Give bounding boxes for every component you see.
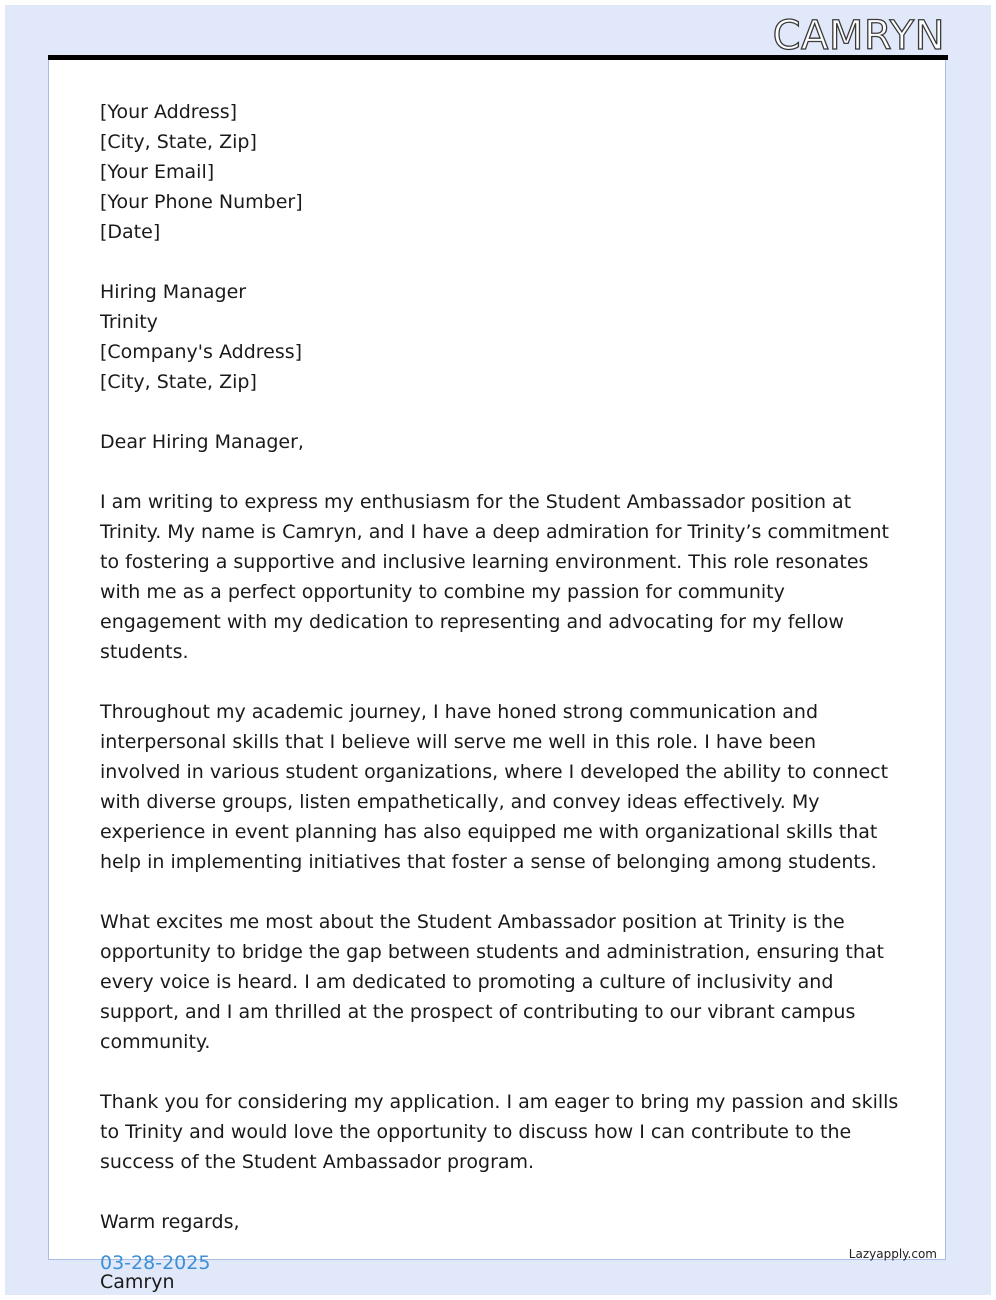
spacer	[100, 877, 900, 907]
spacer	[100, 1177, 900, 1207]
letter-body	[100, 97, 900, 1297]
body-paragraph-2: Throughout my academic journey, I have honed strong communication and interpersonal skills that I believe will serve me well in this role. I have been involved in various student organizations, where I developed the ability to connect with diverse groups, listen empathetically, and convey ideas effectively. My experience in event planning has also equipped me with organizational skills that help in implementing initiatives that foster a sense of belonging among students.	[100, 701, 889, 873]
closing: Warm regards,	[100, 1211, 240, 1233]
sender-phone: [Your Phone Number]	[100, 191, 303, 213]
body-paragraph-1: I am writing to express my enthusiasm for the Student Ambassador position at Trinity. My name is Camryn, and I have a deep admiration for Trinity’s commitment to fostering a supportive and inclusive learning environment. This role resonates with me as a perfect opportunity to combine my passion for community engagement with my dedication to representing and advocating for my fellow students.	[100, 491, 889, 663]
sender-email: [Your Email]	[100, 161, 215, 183]
header-name: CAMRYN	[772, 13, 945, 59]
salutation: Dear Hiring Manager,	[100, 431, 304, 453]
spacer	[100, 247, 900, 277]
spacer	[100, 1237, 900, 1267]
spacer	[100, 397, 900, 427]
recipient-address: [Company's Address]	[100, 341, 303, 363]
footer-brand: Lazyapply.com	[848, 1247, 937, 1261]
sender-address: [Your Address]	[100, 101, 238, 123]
body-paragraph-4: Thank you for considering my application. I am eager to bring my passion and skills to Trinity and would love the opportunity to discuss how I can contribute to the success of the Student Ambassador program.	[100, 1091, 899, 1173]
recipient-company: Trinity	[100, 311, 158, 333]
spacer	[100, 1057, 900, 1087]
footer-date: 03-28-2025	[100, 1252, 211, 1274]
signature: Camryn	[100, 1271, 175, 1293]
body-paragraph-3: What excites me most about the Student Ambassador position at Trinity is the opportunity to bridge the gap between students and administration, ensuring that every voice is heard. I am dedicated to promoting a culture of inclusivity and support, and I am thrilled at the prospect of contributing to our vibrant campus community.	[100, 911, 885, 1053]
sender-city-state-zip: [City, State, Zip]	[100, 131, 257, 153]
spacer	[100, 457, 900, 487]
recipient-title: Hiring Manager	[100, 281, 247, 303]
sender-date: [Date]	[100, 221, 161, 243]
spacer	[100, 667, 900, 697]
recipient-city-state-zip: [City, State, Zip]	[100, 371, 257, 393]
